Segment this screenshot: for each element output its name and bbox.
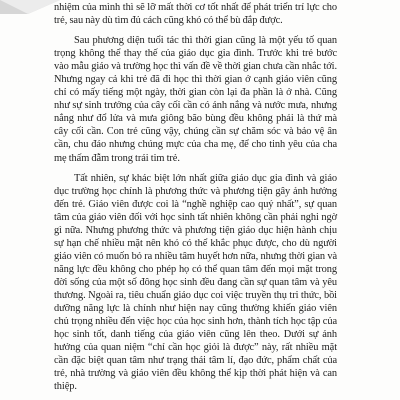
paragraph-2: Sau phương diện tuổi tác thì thời gian cũng là một yếu tố quan trọng không thể thay thế của giáo dục gia đình. Trước khi trẻ bước vào mẫu giáo và trường học thì vấn đề về thời gian chưa cần nhắc tới. Nhưng ngay cả khi trẻ đã đi học thì thời gian ở cạnh giáo viên cũng chỉ có mấy tiếng một ngày, thời gian còn lại đa phần là ở nhà. Cũng như sự sinh trưởng của cây cối cần có ánh nắng và nước mưa, nhưng nắng như đổ lửa và mưa giông bão bùng đều không phải là thứ mà cây cối cần. Con trẻ cũng vậy, chúng cần sự chăm sóc và bảo vệ ân cần, chu đáo nhưng chúng mực của cha mẹ, để cho tinh yêu của cha mẹ thấm đẫm trong trái tim trẻ.	[54, 35, 337, 164]
body-text	[54, 1, 337, 393]
paragraph-3: Tất nhiên, sự khác biệt lớn nhất giữa giáo dục gia đình và giáo dục trường học chính là phương thức và phương tiện gây ảnh hưởng đến trẻ. Giáo viên được coi là “nghề nghiệp cao quý nhất”, sự quan tâm của giáo viên đối với học sinh tất nhiên không cần phải nghi ngờ gì nữa. Nhưng phương thức và phương tiện giáo dục hiện hành chịu sự hạn chế nhiều mặt nên khó có thể khắc phục được, cho dù người giáo viên có muốn bỏ ra nhiều tâm huyết hơn nữa, nhưng thời gian và năng lực đều không cho phép họ có thể quan tâm đến mọi mặt trong đời sống của một số đông học sinh đều đang cần sự quan tâm và yêu thương. Ngoài ra, tiêu chuẩn giáo dục coi việc truyền thụ tri thức, bồi dưỡng năng lực là chính như hiện nay cũng thường khiến giáo viên chủ trọng nhiều đến việc học của học sinh hơn, thành tích học tập của học sinh tốt, danh tiếng của giáo viên cũng lên theo. Dưới sự ảnh hưởng của quan niệm “chỉ cần học giỏi là được” này, rất nhiều mặt cần đặc biệt quan tâm như trạng thái tâm lí, đạo đức, phẩm chất của trẻ, nhà trường và giáo viên đều không thể kịp thời phát hiện và can thiệp.	[54, 172, 337, 393]
page-corner-shadow	[0, 0, 60, 14]
paragraph-1: nhiệm của mình thì sẽ lỡ mất thời cơ tốt nhất để phát triển trí lực cho trẻ, sau này dù tìm đủ cách cũng khó có thể bù đắp được.	[54, 2, 337, 27]
